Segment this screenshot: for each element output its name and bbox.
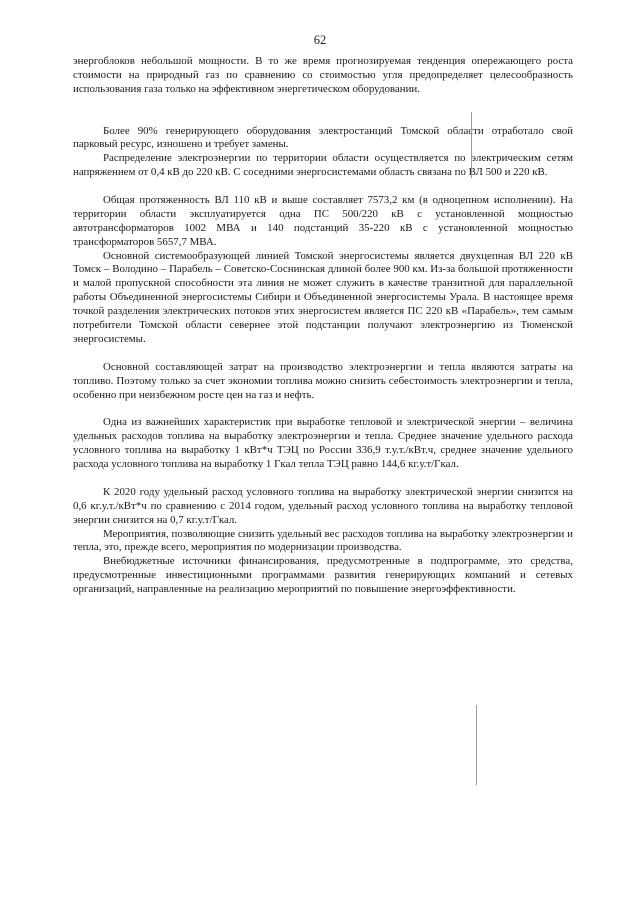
page-number: 62 [313, 33, 327, 47]
scan-fold-line-bottom [476, 705, 477, 785]
paragraph-2: Более 90% генерирующего оборудования электростанций Томской области отработало свой парковый ресурс, изношено и требует замены. [73, 124, 573, 151]
body-text [73, 55, 573, 597]
paragraph-4: Общая протяженность ВЛ 110 кВ и выше составляет 7573,2 км (в одноцепном исполнении). На территории области эксплуатируется одна ПС 500/220 кВ с установленной мощностью автотрансформаторов 1002 МВА и 140 подстанций 35-220 кВ с установленной мощностью трансформаторов 5657,7 МВА. [73, 193, 573, 248]
paragraph-7: Одна из важнейших характеристик при выработке тепловой и электрической энергии – величина удельных расходов топлива на выработку электроэнергии и тепла. Среднее значение удельного расхода условного топлива на выработку 1 кВт*ч ТЭЦ по России 336,9 т.у.т./кВт.ч, среднее значение удельного расхода условного топлива на выработку 1 Гкал тепла ТЭЦ равно 144,6 кг.у.т/Гкал. [73, 416, 573, 471]
paragraph-9: Мероприятия, позволяющие снизить удельный вес расходов топлива на выработку электроэнергии и тепла, это, прежде всего, мероприятия по модернизации производства. [73, 527, 573, 554]
paragraph-3: Распределение электроэнергии по территории области осуществляется по электрическим сетям напряжением от 0,4 кВ до 220 кВ. С соседними энергосистемами область связана по ВЛ 500 и 220 кВ. [73, 152, 573, 179]
paragraph-1: энергоблоков небольшой мощности. В то же время прогнозируемая тенденция опережающего роста стоимости на природный газ по сравнению со стоимостью угля предопределяет целесообразность использования газа только на эффективном энергетическом оборудовании. [73, 55, 573, 95]
scan-fold-line-top [471, 112, 472, 178]
paragraph-10: Внебюджетные источники финансирования, предусмотренные в подпрограмме, это средства, предусмотренные инвестиционными программами развития генерирующих компаний и сетевых организаций, направленные на реализацию мероприятий по повышение энергоэффективности. [73, 555, 573, 596]
paragraph-8: К 2020 году удельный расход условного топлива на выработку электрической энергии снизится на 0,6 кг.у.т./кВт*ч по сравнению с 2014 годом, удельный расход условного топлива на выработку тепловой энергии снизится на 0,7 кг.у.т/Гкал. [73, 485, 573, 526]
paragraph-6: Основной составляющей затрат на производство электроэнергии и тепла являются затраты на топливо. Поэтому только за счет экономии топлива можно снизить себестоимость электроэнергии и тепла, особенно при неизбежном росте цен на газ и нефть. [73, 360, 573, 401]
paragraph-5: Основной системообразующей линией Томской энергосистемы является двухцепная ВЛ 220 кВ Томск – Володино – Парабель – Советско-Соснинская длиной более 900 км. Из-за большой протяженности и малой пропускной способности эта линия не может служить в качестве транзитной для параллельной работы Объединенной энергосистемы Сибири и Объединенной энергосистемы Урала. В настоящее время точкой разделения электрических потоков этих энергосистем является ПС 220 кВ «Парабель», тем самым потребители Томской области севернее этой подстанции получают электроэнергию из Тюменской энергосистемы. [73, 249, 573, 346]
